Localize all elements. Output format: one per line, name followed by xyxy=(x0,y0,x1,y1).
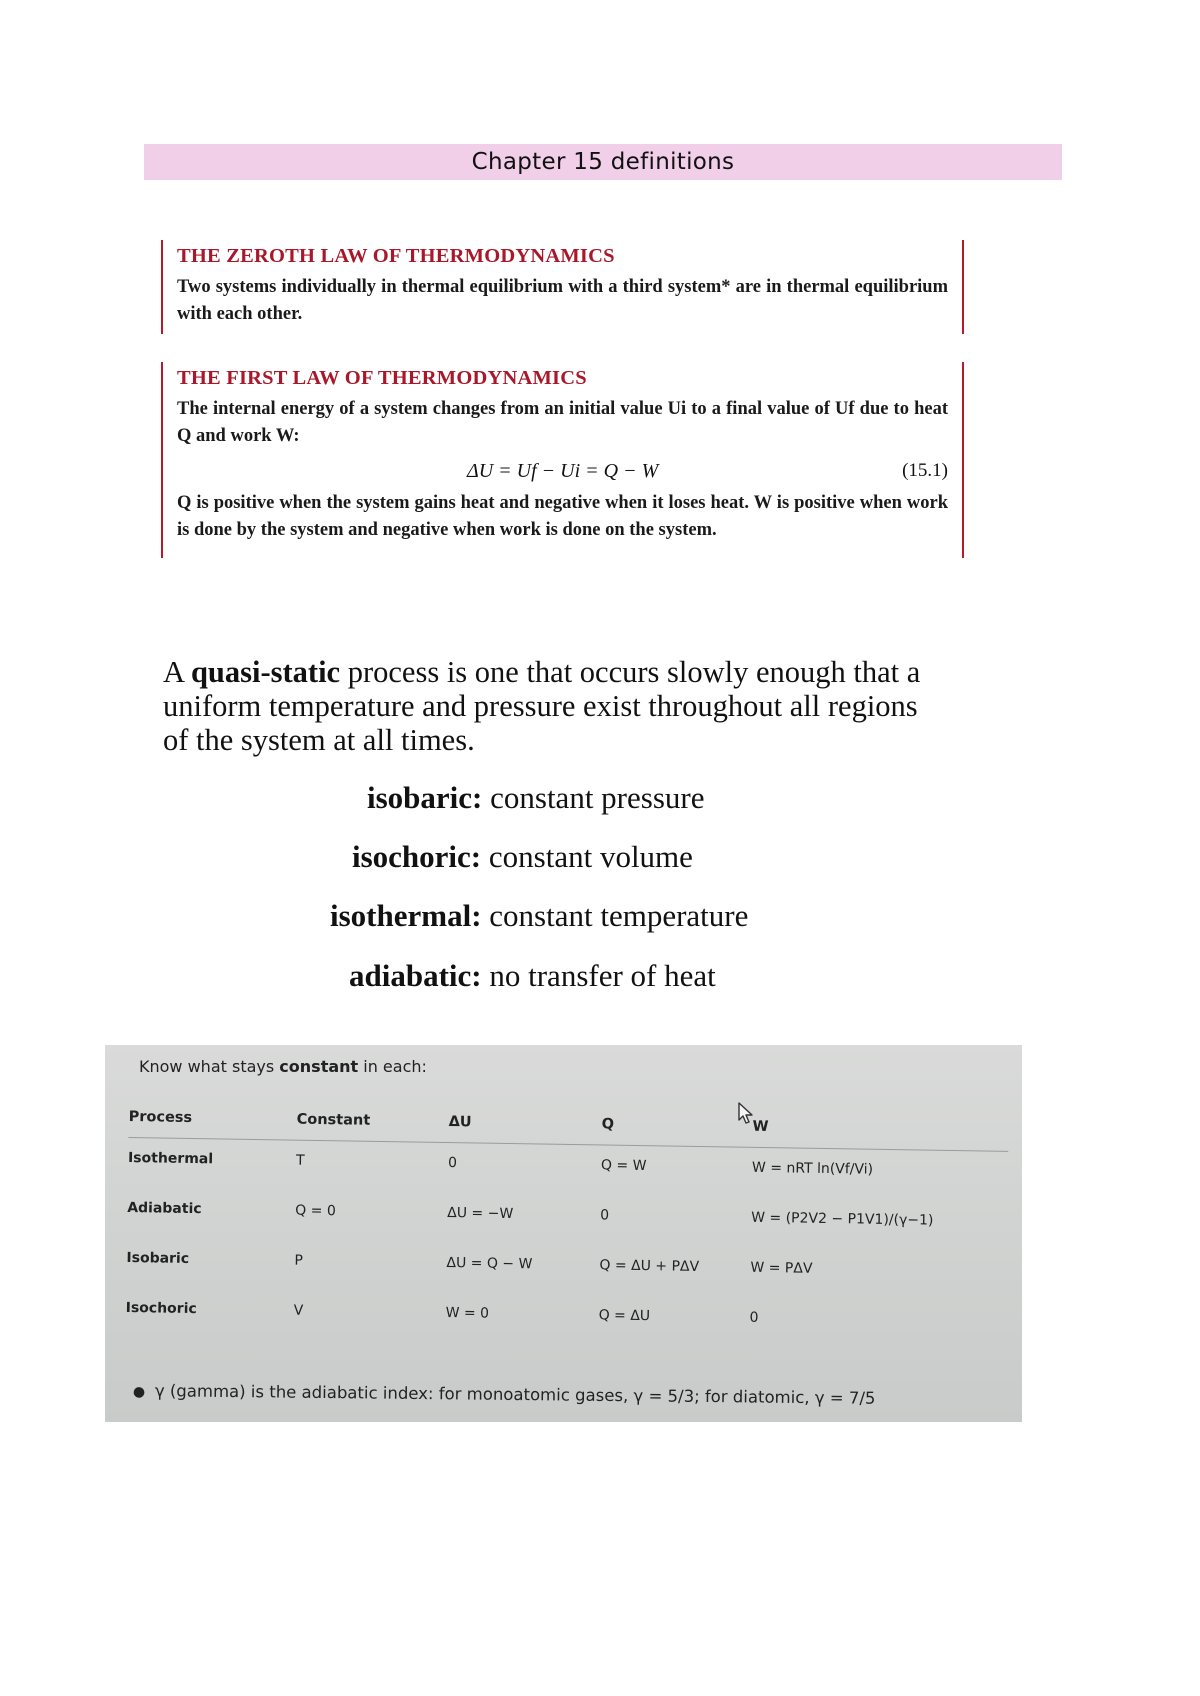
zeroth-law-heading: THE ZEROTH LAW OF THERMODYNAMICS xyxy=(177,245,615,267)
table-cell: P xyxy=(294,1252,304,1269)
first-law-sign-note: Q is positive when the system gains heat and negative when it loses heat. W is positive when work is done by the system and negative when work is done on the system. xyxy=(177,493,948,540)
gamma-note xyxy=(133,1381,876,1408)
process-table-photo xyxy=(105,1045,1022,1422)
first-law-heading: THE FIRST LAW OF THERMODYNAMICS xyxy=(177,367,587,389)
table-cell: W = nRT ln(Vf/Vi) xyxy=(751,1159,874,1178)
definition-term: isochoric: xyxy=(352,839,482,874)
definition-term: isothermal: xyxy=(330,898,482,933)
table-cell: Q = 0 xyxy=(295,1202,336,1220)
table-cell: ΔU = −W xyxy=(447,1205,514,1223)
table-cell: T xyxy=(295,1152,305,1169)
table-cell: W = (P2V2 − P1V1)/(γ−1) xyxy=(751,1209,934,1229)
definition-term: isobaric: xyxy=(367,780,483,815)
table-cell: W = 0 xyxy=(445,1305,490,1322)
table-cell: Q = ΔU xyxy=(598,1307,651,1325)
definition-term: adiabatic: xyxy=(349,958,482,993)
table-cell: W = PΔV xyxy=(750,1259,813,1277)
quasi-term: quasi-static xyxy=(190,655,341,689)
table-cell: Adiabatic xyxy=(127,1199,202,1218)
table-cell: 0 xyxy=(447,1155,458,1172)
table-cell: V xyxy=(293,1302,304,1319)
page-title-text: Chapter 15 definitions xyxy=(471,149,735,175)
table-caption xyxy=(139,1057,427,1076)
definition-meaning: constant pressure xyxy=(490,780,705,815)
first-law-text: The internal energy of a system changes from an initial value Ui to a final value of Uf due to heat Q and work W: xyxy=(177,399,948,446)
column-header: ΔU xyxy=(448,1114,472,1131)
definition-meaning: constant temperature xyxy=(489,898,749,933)
zeroth-law-box xyxy=(161,240,964,334)
column-header: Process xyxy=(128,1108,193,1126)
table-cell: Isobaric xyxy=(126,1249,190,1267)
table-cell: ΔU = Q − W xyxy=(446,1255,533,1273)
bullet-icon: ● xyxy=(132,1383,146,1401)
table-cell: Q = W xyxy=(600,1157,647,1175)
caption-prefix: Know what stays xyxy=(139,1057,280,1076)
first-law-equation: ΔU = Uf − Ui = Q − W xyxy=(467,460,659,482)
definition-line xyxy=(330,898,748,934)
definition-meaning: no transfer of heat xyxy=(489,958,716,993)
page-title xyxy=(144,144,1062,180)
column-header: W xyxy=(752,1118,769,1136)
quasi-prefix: A xyxy=(163,655,191,689)
gamma-note-text: γ (gamma) is the adiabatic index: for monoatomic gases, γ = 5/3; for diatomic, γ = 7/5 xyxy=(154,1381,876,1408)
equation-number: (15.1) xyxy=(902,460,948,481)
definition-line xyxy=(367,780,704,816)
table-cell: Isochoric xyxy=(125,1299,197,1318)
column-header: Constant xyxy=(296,1111,371,1129)
first-law-box xyxy=(161,362,964,558)
equation-row xyxy=(177,450,948,490)
quasi-text: process is one that occurs slowly enough that a uniform temperature and pressure exist throughout all regions of the system at all times. xyxy=(163,655,921,757)
definition-meaning: constant volume xyxy=(488,839,693,874)
table-cell: Isothermal xyxy=(127,1149,214,1168)
mouse-cursor-icon xyxy=(737,1101,755,1125)
table-cell: 0 xyxy=(749,1309,759,1326)
table-cell: 0 xyxy=(600,1207,610,1224)
process-table xyxy=(125,1097,1009,1352)
definition-line xyxy=(349,958,716,994)
column-header: Q xyxy=(601,1116,615,1133)
caption-bold: constant xyxy=(279,1057,359,1076)
definition-line xyxy=(352,839,693,875)
zeroth-law-text: Two systems individually in thermal equilibrium with a third system* are in thermal equilibrium with each other. xyxy=(177,277,948,324)
caption-suffix: in each: xyxy=(358,1057,427,1076)
quasi-static-paragraph xyxy=(163,655,943,757)
table-cell: Q = ΔU + PΔV xyxy=(599,1257,700,1275)
